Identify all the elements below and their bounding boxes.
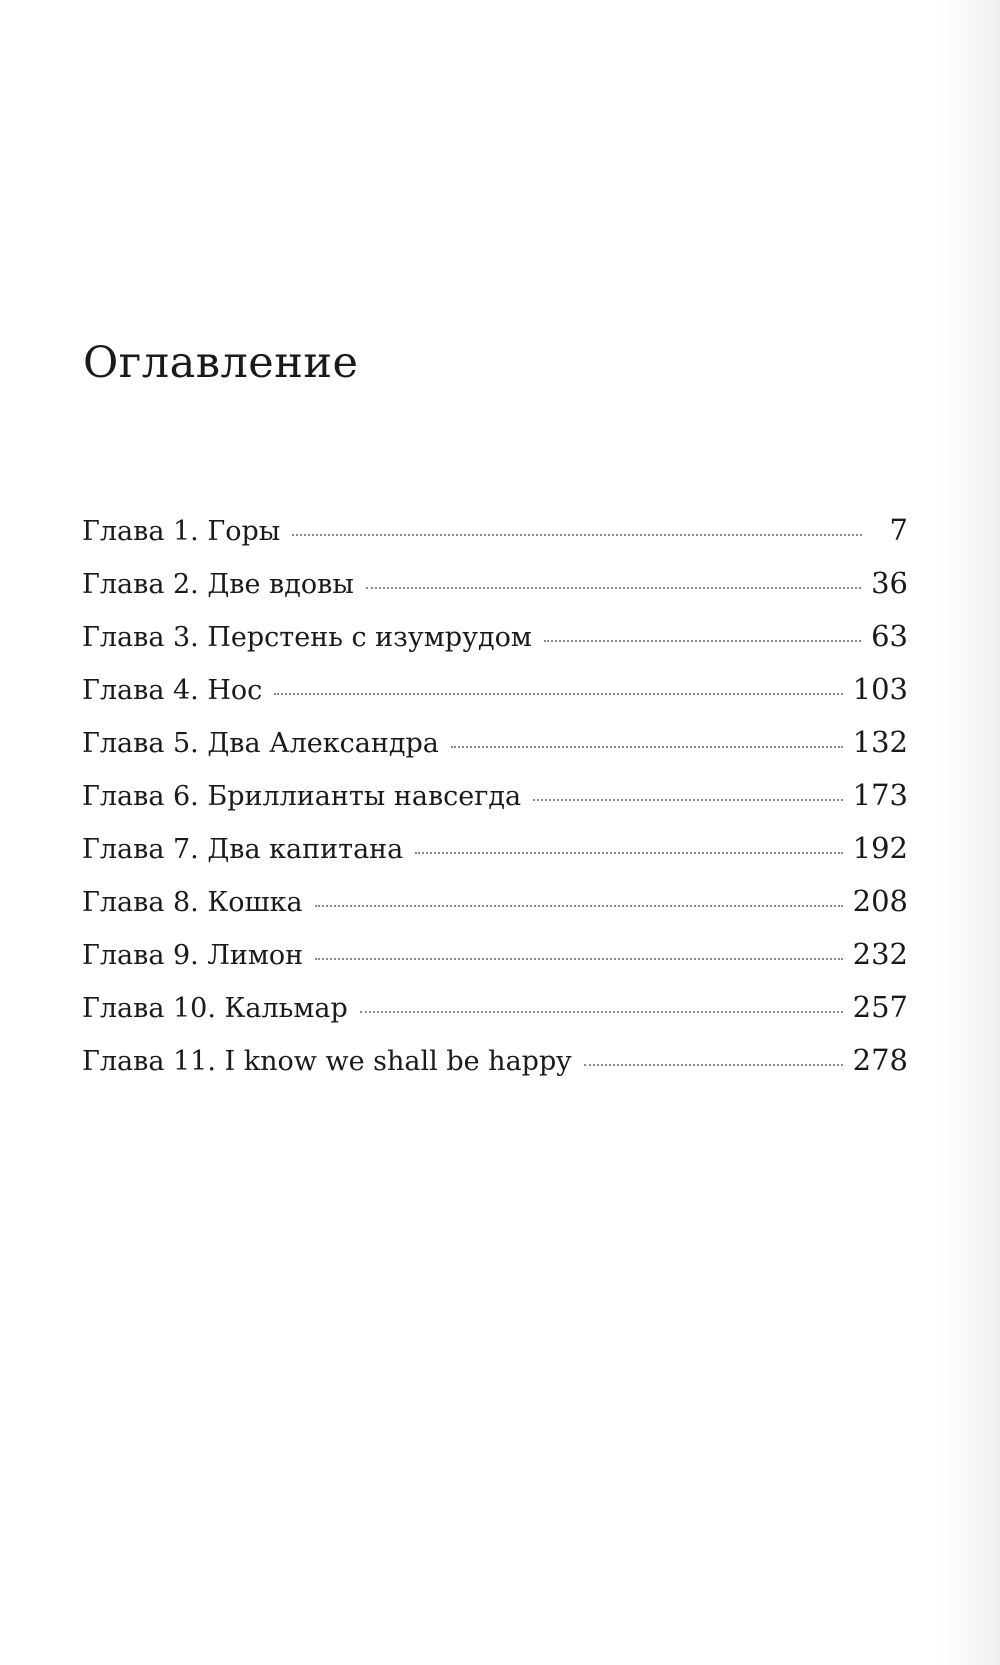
toc-entry-page: 173 [852,778,908,812]
toc-entry [82,778,908,834]
toc-entry-label: Глава 8. Кошка [82,887,303,918]
toc-entry-page: 63 [871,619,908,653]
toc-dot-leader [292,532,862,536]
toc-entry [82,672,908,728]
toc-dot-leader [451,744,843,748]
toc-entry-page: 278 [852,1043,908,1077]
toc-entry [82,884,908,940]
toc-dot-leader [315,903,843,907]
toc-dot-leader [315,956,843,960]
toc-entry-label: Глава 6. Бриллианты навсегда [82,781,522,812]
toc-dot-leader [533,797,843,801]
toc-list [82,513,908,1099]
toc-entry-page: 257 [852,990,908,1024]
toc-entry [82,937,908,993]
toc-dot-leader [544,638,861,642]
toc-entry-label: Глава 1. Горы [82,516,281,547]
toc-entry-label: Глава 10. Кальмар [82,993,348,1024]
toc-entry-page: 7 [889,513,908,547]
toc-entry-label: Глава 3. Перстень с изумрудом [82,622,532,653]
toc-dot-leader [360,1009,843,1013]
toc-dot-leader [415,850,842,854]
toc-title: Оглавление [83,338,359,388]
page-edge-shadow [940,0,1000,1665]
toc-entry [82,990,908,1046]
toc-entry-page: 208 [852,884,908,918]
toc-entry [82,619,908,675]
toc-entry-label: Глава 11. I know we shall be happy [82,1046,572,1077]
toc-entry-label: Глава 4. Нос [82,675,263,706]
toc-entry-label: Глава 9. Лимон [82,940,304,971]
toc-entry [82,513,908,569]
toc-entry [82,725,908,781]
toc-dot-leader [366,585,861,589]
toc-entry-label: Глава 2. Две вдовы [82,569,354,600]
toc-dot-leader [274,691,842,695]
toc-entry-page: 232 [852,937,908,971]
toc-entry-label: Глава 5. Два Александра [82,728,439,759]
toc-entry [82,1043,908,1099]
toc-entry [82,831,908,887]
toc-entry-page: 103 [852,672,908,706]
toc-entry-page: 192 [852,831,908,865]
toc-entry [82,566,908,622]
toc-entry-label: Глава 7. Два капитана [82,834,404,865]
toc-dot-leader [584,1062,843,1066]
toc-entry-page: 132 [852,725,908,759]
toc-entry-page: 36 [871,566,908,600]
